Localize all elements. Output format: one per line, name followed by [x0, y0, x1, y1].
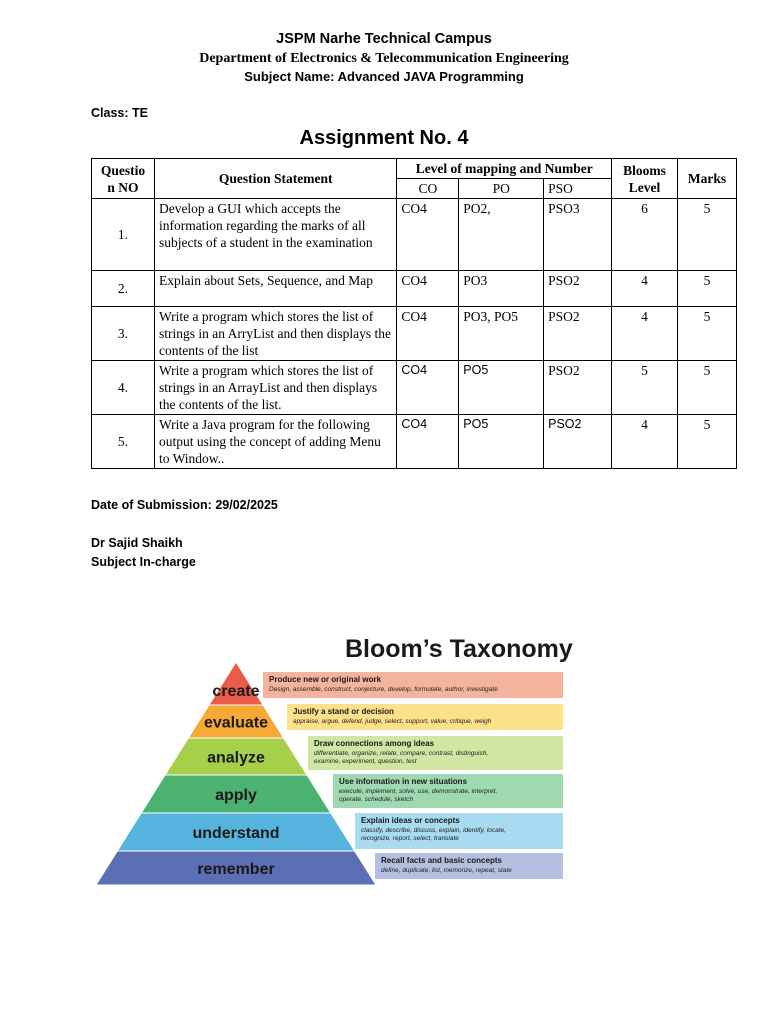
description-verbs-apply: operate, schedule, sketch — [339, 796, 414, 803]
col-header-po: PO — [459, 179, 544, 199]
pso-cell: PSO2 — [544, 271, 612, 307]
table-row — [92, 361, 737, 415]
class-label: Class: TE — [91, 106, 148, 120]
po-cell: PO3, PO5 — [459, 307, 544, 361]
question-statement: Explain about Sets, Sequence, and Map — [154, 271, 396, 307]
submission-date: Date of Submission: 29/02/2025 — [91, 498, 278, 512]
table-row — [92, 415, 737, 469]
incharge-role: Subject In-charge — [91, 555, 196, 569]
description-verbs-create: Design, assemble, construct, conjecture, develop, formulate, author, investigate — [269, 686, 498, 693]
col-header-mapping: Level of mapping and Number — [397, 159, 612, 179]
description-heading-understand: Explain ideas or concepts — [361, 816, 460, 825]
col-header-blooms: Blooms Level — [612, 159, 678, 199]
marks-cell: 5 — [677, 307, 736, 361]
question-statement: Develop a GUI which accepts the information regarding the marks of all subjects of a student in the examination — [154, 199, 396, 271]
question-number: 1. — [92, 199, 155, 271]
department-name: Department of Electronics & Telecommunication Engineering — [199, 51, 569, 66]
blooms-cell: 5 — [612, 361, 678, 415]
marks-cell: 5 — [677, 271, 736, 307]
assignment-table — [91, 158, 737, 469]
pso-cell: PSO2 — [544, 307, 612, 361]
question-number: 4. — [92, 361, 155, 415]
question-statement: Write a program which stores the list of strings in an ArrayList and then displays the contents of the list. — [154, 361, 396, 415]
table-row — [92, 307, 737, 361]
incharge-name: Dr Sajid Shaikh — [91, 536, 183, 550]
co-cell: CO4 — [397, 415, 459, 469]
pyramid-label-analyze: analyze — [207, 749, 265, 767]
pyramid-label-evaluate: evaluate — [203, 714, 269, 732]
description-verbs-apply: execute, implement, solve, use, demonstrate, interpret, — [339, 788, 498, 795]
table-row — [92, 271, 737, 307]
description-heading-create: Produce new or original work — [269, 675, 382, 684]
description-verbs-analyze: examine, experiment, question, test — [314, 758, 417, 765]
col-header-statement: Question Statement — [154, 159, 396, 199]
po-cell: PO2, — [459, 199, 544, 271]
question-statement: Write a program which stores the list of strings in an ArryList and then displays the contents of the list — [154, 307, 396, 361]
co-cell: CO4 — [397, 271, 459, 307]
po-cell: PO5 — [459, 415, 544, 469]
pso-cell: PSO3 — [544, 199, 612, 271]
blooms-cell: 4 — [612, 415, 678, 469]
blooms-taxonomy-figure — [0, 620, 768, 900]
institute-name: JSPM Narhe Technical Campus — [276, 31, 492, 47]
description-verbs-analyze: differentiate, organize, relate, compare, contrast, distinguish, — [314, 750, 489, 757]
pyramid-label-understand: understand — [192, 825, 280, 842]
pyramid-label-apply: apply — [215, 787, 257, 804]
col-header-qno: Questio n NO — [92, 159, 155, 199]
pyramid-label-create: create — [212, 683, 260, 700]
description-heading-remember: Recall facts and basic concepts — [381, 856, 502, 865]
pso-cell: PSO2 — [544, 361, 612, 415]
blooms-title: Bloom’s Taxonomy — [345, 635, 573, 663]
pyramid-label-remember: remember — [197, 861, 275, 878]
marks-cell: 5 — [677, 361, 736, 415]
col-header-marks: Marks — [677, 159, 736, 199]
description-heading-evaluate: Justify a stand or decision — [293, 707, 394, 716]
marks-cell: 5 — [677, 199, 736, 271]
description-verbs-evaluate: appraise, argue, defend, judge, select, support, value, critique, weigh — [293, 718, 492, 725]
question-number: 5. — [92, 415, 155, 469]
col-header-pso: PSO — [544, 179, 612, 199]
question-number: 3. — [92, 307, 155, 361]
blooms-cell: 4 — [612, 271, 678, 307]
pso-cell: PSO2 — [544, 415, 612, 469]
question-number: 2. — [92, 271, 155, 307]
description-heading-apply: Use information in new situations — [339, 777, 468, 786]
description-verbs-understand: classify, describe, discuss, explain, identify, locate, — [361, 827, 506, 834]
blooms-cell: 6 — [612, 199, 678, 271]
question-statement: Write a Java program for the following output using the concept of adding Menu to Window.. — [154, 415, 396, 469]
po-cell: PO3 — [459, 271, 544, 307]
marks-cell: 5 — [677, 415, 736, 469]
description-verbs-understand: recognize, report, select, translate — [361, 835, 459, 842]
assignment-title: Assignment No. 4 — [299, 127, 469, 149]
co-cell: CO4 — [397, 361, 459, 415]
co-cell: CO4 — [397, 307, 459, 361]
description-heading-analyze: Draw connections among ideas — [314, 739, 435, 748]
po-cell: PO5 — [459, 361, 544, 415]
co-cell: CO4 — [397, 199, 459, 271]
subject-name: Subject Name: Advanced JAVA Programming — [244, 69, 524, 84]
col-header-co: CO — [397, 179, 459, 199]
table-row — [92, 199, 737, 271]
description-verbs-remember: define, duplicate, list, memorize, repeat, state — [381, 867, 512, 874]
blooms-cell: 4 — [612, 307, 678, 361]
table-header-row — [92, 159, 737, 179]
